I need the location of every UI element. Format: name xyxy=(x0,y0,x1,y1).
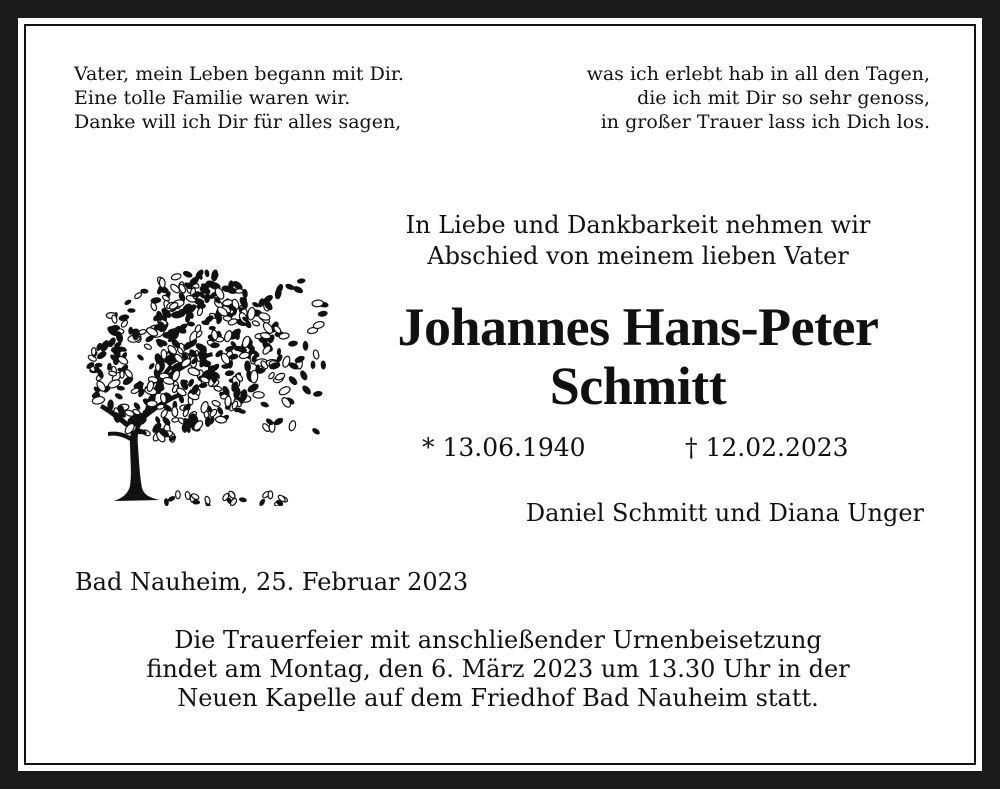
obituary-card xyxy=(18,18,982,771)
poem-right: was ich erlebt hab in all den Tagen, die ich mit Dir so sehr genoss, in großer Trauer lass ich Dich los. xyxy=(586,63,930,133)
death-date: † 12.02.2023 xyxy=(685,433,849,462)
deceased-name: Johannes Hans-Peter Schmitt xyxy=(397,297,879,416)
windblown-tree-icon xyxy=(70,236,330,506)
poem-left: Vater, mein Leben begann mit Dir. Eine tolle Familie waren wir. Danke will ich Dir für alles sagen, xyxy=(74,63,404,133)
place-date: Bad Nauheim, 25. Februar 2023 xyxy=(75,568,469,596)
mourners: Daniel Schmitt und Diana Unger xyxy=(525,499,924,527)
intro-text: In Liebe und Dankbarkeit nehmen wir Abschied von meinem lieben Vater xyxy=(405,211,871,270)
birth-date: * 13.06.1940 xyxy=(422,433,586,462)
service-info: Die Trauerfeier mit anschließender Urnenbeisetzung findet am Montag, den 6. März 2023 um 13.30 Uhr in der Neuen Kapelle auf dem Friedhof Bad Nauheim statt. xyxy=(146,626,850,712)
